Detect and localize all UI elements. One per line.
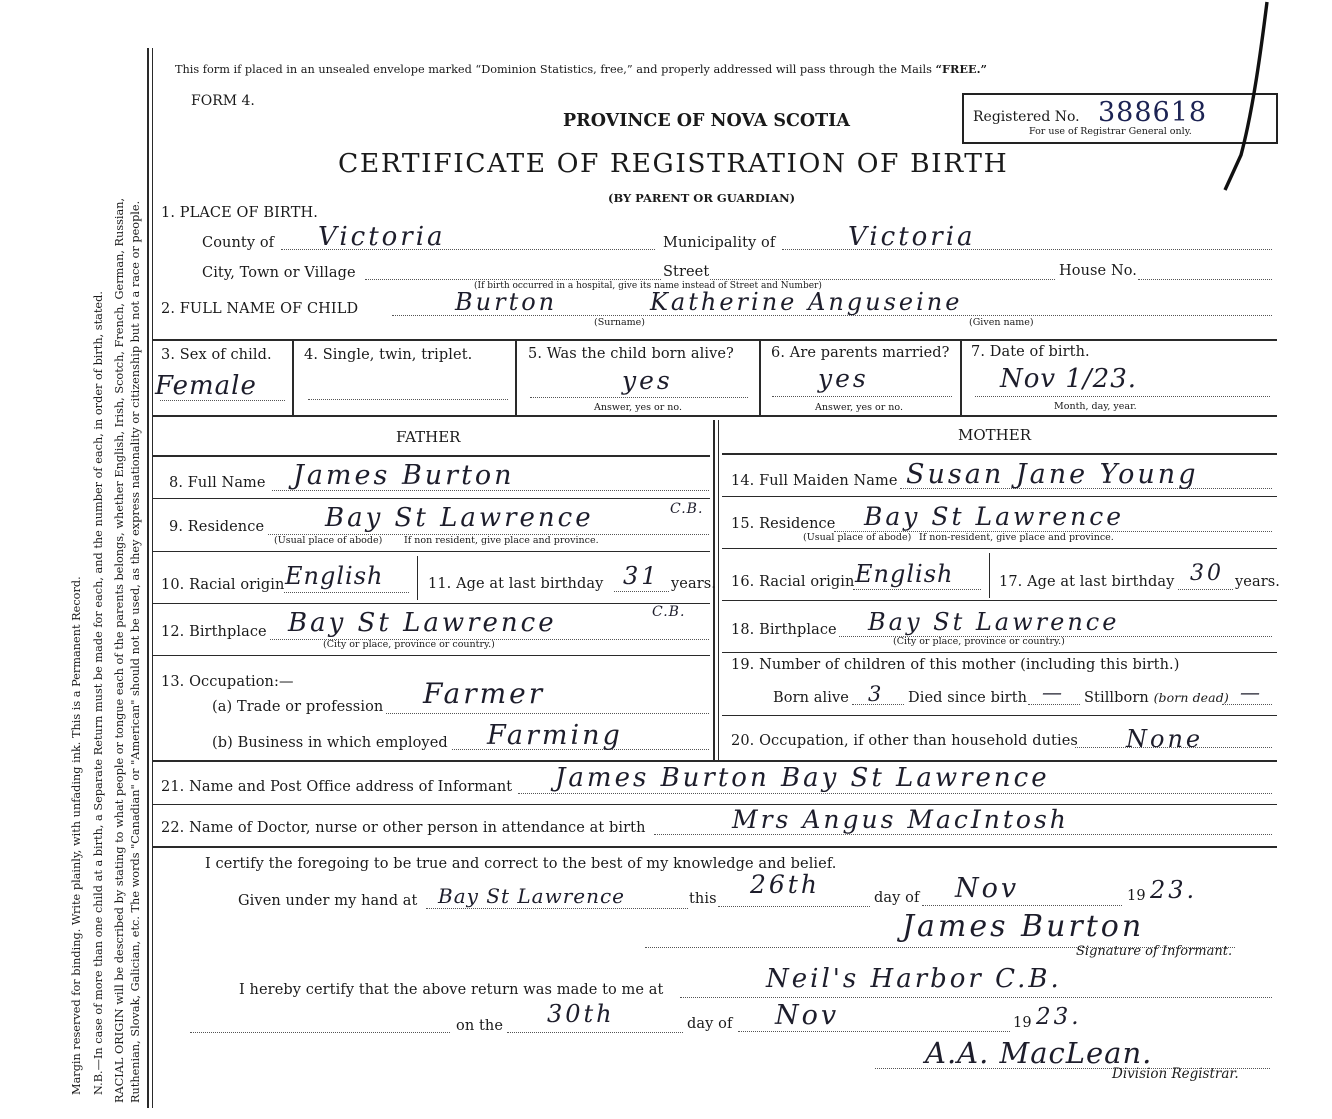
- municipality-label: Municipality of: [663, 235, 776, 251]
- born-alive-value: yes: [622, 366, 673, 395]
- county-value: Victoria: [318, 222, 446, 252]
- surname-caption: (Surname): [594, 317, 645, 328]
- born-alive-label: 5. Was the child born alive?: [528, 346, 734, 362]
- pen-stroke-mark: [1215, 0, 1275, 195]
- died-since-birth-label: Died since birth: [908, 690, 1028, 706]
- margin-note-racial-origin-2: Ruthenian, Slovak, Galician, etc. The words "Canadian" or "American" should not be used, as they express nationality or citizenship but not a race or people.: [129, 200, 142, 1103]
- form-number: FORM 4.: [191, 93, 255, 109]
- father-business-value: Farming: [487, 720, 623, 751]
- father-residence-suffix: C.B.: [670, 501, 704, 517]
- certificate-subtitle: (BY PARENT OR GUARDIAN): [608, 191, 796, 205]
- mother-heading: MOTHER: [958, 426, 1031, 444]
- mother-birthplace-label: 18. Birthplace: [731, 622, 837, 638]
- informant-value: James Burton Bay St Lawrence: [555, 763, 1050, 793]
- father-birthplace-value: Bay St Lawrence: [288, 608, 557, 638]
- father-age-unit: years.: [671, 576, 716, 592]
- certify-year-value: 23.: [1150, 876, 1198, 904]
- child-given-value: Katherine Anguseine: [650, 288, 963, 316]
- margin-note-racial-origin-1: RACIAL ORIGIN will be described by stating to what people or tongue each of the parents belongs, whether English, Irish, Scotch, French, German, Russian,: [113, 197, 126, 1103]
- parents-married-label: 6. Are parents married?: [771, 345, 950, 361]
- father-age-value: 31: [623, 562, 660, 590]
- registrar-signature-caption: Division Registrar.: [1112, 1066, 1239, 1082]
- mother-children-label: 19. Number of children of this mother (including this birth.): [731, 657, 1180, 673]
- informant-signature: James Burton: [902, 909, 1145, 944]
- father-heading: FATHER: [396, 428, 461, 446]
- given-place-value: Bay St Lawrence: [438, 884, 626, 908]
- registrar-place-value: Neil's Harbor C.B.: [766, 964, 1062, 994]
- margin-rule: [147, 48, 149, 1108]
- mother-occupation-value: None: [1126, 725, 1204, 753]
- father-birthplace-suffix: C.B.: [652, 604, 686, 620]
- mother-occupation-label: 20. Occupation, if other than household duties: [731, 733, 1078, 749]
- registrar-month-value: Nov: [775, 1000, 840, 1031]
- mother-residence-caption-b: If non-resident, give place and province.: [919, 532, 1114, 543]
- father-racial-value: English: [285, 562, 384, 590]
- mail-note-free: “FREE.”: [935, 62, 988, 76]
- parents-married-caption: Answer, yes or no.: [815, 402, 904, 413]
- place-of-birth-heading: 1. PLACE OF BIRTH.: [161, 205, 318, 221]
- date-of-birth-label: 7. Date of birth.: [971, 344, 1090, 360]
- county-label: County of: [202, 235, 275, 251]
- mother-residence-value: Bay St Lawrence: [864, 502, 1125, 531]
- certify-statement: I certify the foregoing to be true and correct to the best of my knowledge and belief.: [205, 856, 837, 872]
- stillborn-label: Stillborn (born dead): [1084, 690, 1229, 706]
- father-trade-label: (a) Trade or profession: [212, 699, 384, 715]
- mother-racial-label: 16. Racial origin: [731, 574, 855, 590]
- given-name-caption: (Given name): [969, 317, 1034, 328]
- mother-age-label: 17. Age at last birthday: [999, 574, 1175, 590]
- city-label: City, Town or Village: [202, 265, 356, 281]
- certify-month-value: Nov: [955, 873, 1020, 904]
- mother-residence-label: 15. Residence: [731, 516, 836, 532]
- mail-note: This form if placed in an unsealed envelope marked “Dominion Statistics, free,” and properly addressed will pass through the Mails “FREE.”: [175, 62, 988, 76]
- registrar-on-label: on the: [456, 1018, 504, 1034]
- father-residence-label: 9. Residence: [169, 519, 265, 535]
- father-name-label: 8. Full Name: [169, 475, 266, 491]
- given-under-hand-label: Given under my hand at: [238, 893, 418, 909]
- municipality-value: Victoria: [848, 222, 976, 252]
- mother-age-value: 30: [1190, 561, 1224, 586]
- stillborn-value: —: [1240, 680, 1263, 704]
- doctor-label: 22. Name of Doctor, nurse or other person in attendance at birth: [161, 820, 646, 836]
- margin-rule-inner: [152, 48, 153, 1108]
- registrar-statement: I hereby certify that the above return was made to me at: [239, 982, 664, 998]
- doctor-value: Mrs Angus MacIntosh: [732, 805, 1069, 834]
- informant-signature-caption: Signature of Informant.: [1076, 944, 1233, 959]
- column-divider-inner: [718, 420, 719, 760]
- registrar-day-of-label: day of: [687, 1016, 733, 1032]
- mother-age-unit: years.: [1235, 574, 1280, 590]
- mother-birthplace-value: Bay St Lawrence: [868, 608, 1120, 636]
- hospital-note: (If birth occurred in a hospital, give its name instead of Street and Number): [474, 281, 822, 291]
- father-birthplace-caption: (City or place, province or country.): [323, 639, 495, 650]
- father-racial-label: 10. Racial origin: [161, 577, 285, 593]
- sex-value: Female: [155, 371, 257, 401]
- house-number-label: House No.: [1059, 263, 1138, 279]
- registrar-year-prefix: 19: [1013, 1015, 1032, 1031]
- father-age-label: 11. Age at last birthday: [428, 576, 604, 592]
- father-name-value: James Burton: [293, 460, 515, 491]
- born-alive-count-value: 3: [868, 682, 885, 706]
- row3-top-rule: [153, 339, 1277, 341]
- registered-note: For use of Registrar General only.: [1029, 126, 1192, 137]
- registered-value: 388618: [1098, 97, 1208, 128]
- informant-label: 21. Name and Post Office address of Informant: [161, 779, 513, 795]
- registrar-signature: A.A. MacLean.: [925, 1036, 1153, 1070]
- mother-name-value: Susan Jane Young: [906, 459, 1199, 490]
- registrar-year-value: 23.: [1036, 1004, 1082, 1030]
- this-label: this: [689, 891, 717, 907]
- certify-day-value: 26th: [750, 870, 820, 899]
- mother-birthplace-caption: (City or place, province or country.): [893, 636, 1065, 647]
- child-surname-value: Burton: [455, 288, 558, 316]
- sex-label: 3. Sex of child.: [161, 347, 272, 363]
- stillborn-note: (born dead): [1153, 690, 1229, 705]
- mother-racial-value: English: [855, 560, 954, 588]
- date-of-birth-value: Nov 1/23.: [1000, 364, 1138, 394]
- father-trade-value: Farmer: [423, 677, 546, 710]
- father-business-label: (b) Business in which employed: [212, 735, 448, 751]
- father-residence-caption-a: (Usual place of abode): [274, 535, 383, 546]
- born-alive-count-label: Born alive: [773, 690, 849, 706]
- certify-day-of-label: day of: [874, 890, 920, 906]
- father-birthplace-label: 12. Birthplace: [161, 624, 267, 640]
- mother-residence-caption-a: (Usual place of abode): [803, 532, 912, 543]
- died-since-birth-value: —: [1042, 680, 1065, 704]
- father-residence-value: Bay St Lawrence: [325, 503, 594, 533]
- registrar-day-value: 30th: [547, 1000, 615, 1028]
- parents-married-value: yes: [818, 364, 869, 393]
- child-name-label: 2. FULL NAME OF CHILD: [161, 301, 359, 317]
- born-alive-caption: Answer, yes or no.: [594, 402, 683, 413]
- certify-year-prefix: 19: [1127, 888, 1146, 904]
- father-occupation-label: 13. Occupation:—: [161, 674, 294, 690]
- street-label: Street: [663, 264, 710, 280]
- date-of-birth-caption: Month, day, year.: [1054, 401, 1137, 412]
- registered-label: Registered No.: [973, 109, 1080, 125]
- certificate-title: CERTIFICATE OF REGISTRATION OF BIRTH: [338, 148, 1009, 179]
- margin-note-multiple-births: N.B.—In case of more than one child at a birth, a Separate Return must be made for each, and the number of each, in order of birth, stated.: [92, 291, 105, 1095]
- plurality-label: 4. Single, twin, triplet.: [304, 347, 473, 363]
- mother-name-label: 14. Full Maiden Name: [731, 473, 898, 489]
- row3-bottom-rule: [153, 415, 1277, 417]
- father-residence-caption-b: If non resident, give place and province.: [404, 535, 599, 546]
- margin-note-binding: Margin reserved for binding. Write plainly, with unfading ink. This is a Permanent Record.: [70, 576, 83, 1095]
- province-heading: PROVINCE OF NOVA SCOTIA: [563, 111, 850, 131]
